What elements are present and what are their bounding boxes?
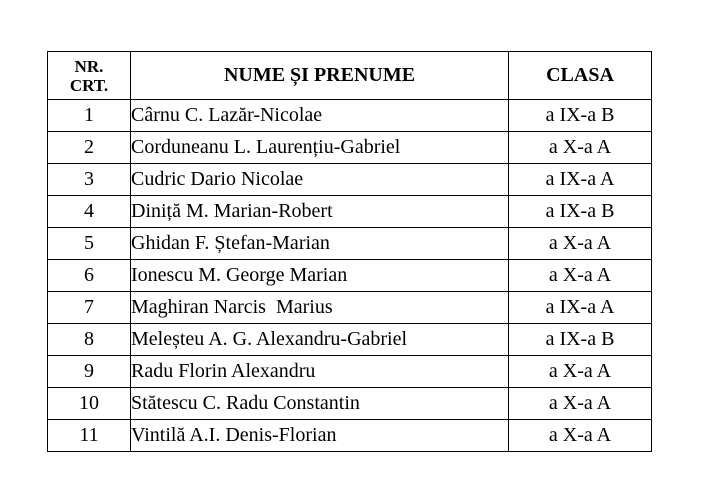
- row-number: 10: [48, 388, 131, 420]
- student-class: a IX-a B: [509, 196, 652, 228]
- student-class: a X-a A: [509, 356, 652, 388]
- student-name: Maghiran Narcis Marius: [131, 292, 509, 324]
- student-class: a X-a A: [509, 420, 652, 452]
- table-row: [48, 132, 652, 164]
- header-name: NUME ȘI PRENUME: [131, 52, 509, 100]
- table-header: [48, 52, 652, 100]
- student-class: a IX-a A: [509, 292, 652, 324]
- student-class: a X-a A: [509, 260, 652, 292]
- row-number: 6: [48, 260, 131, 292]
- row-number: 2: [48, 132, 131, 164]
- table-row: [48, 420, 652, 452]
- header-row: [48, 52, 652, 100]
- student-name: Stătescu C. Radu Constantin: [131, 388, 509, 420]
- row-number: 4: [48, 196, 131, 228]
- student-name: Ghidan F. Ștefan-Marian: [131, 228, 509, 260]
- header-class: CLASA: [509, 52, 652, 100]
- student-name: Corduneanu L. Laurențiu-Gabriel: [131, 132, 509, 164]
- student-name: Ionescu M. George Marian: [131, 260, 509, 292]
- student-name: Cârnu C. Lazăr-Nicolae: [131, 100, 509, 132]
- table-row: [48, 324, 652, 356]
- row-number: 8: [48, 324, 131, 356]
- header-nr-line1: NR.: [74, 56, 104, 76]
- row-number: 5: [48, 228, 131, 260]
- student-name: Diniță M. Marian-Robert: [131, 196, 509, 228]
- row-number: 9: [48, 356, 131, 388]
- student-table: [47, 51, 652, 452]
- student-class: a IX-a B: [509, 324, 652, 356]
- row-number: 7: [48, 292, 131, 324]
- row-number: 1: [48, 100, 131, 132]
- table-row: [48, 164, 652, 196]
- table-row: [48, 388, 652, 420]
- student-class: a X-a A: [509, 132, 652, 164]
- header-nr-crt: [48, 52, 131, 100]
- header-nr-line2: CRT.: [69, 75, 109, 95]
- table-row: [48, 292, 652, 324]
- student-class: a IX-a A: [509, 164, 652, 196]
- table-row: [48, 356, 652, 388]
- student-name: Meleșteu A. G. Alexandru-Gabriel: [131, 324, 509, 356]
- row-number: 3: [48, 164, 131, 196]
- student-class: a X-a A: [509, 228, 652, 260]
- table-row: [48, 260, 652, 292]
- table-row: [48, 196, 652, 228]
- table-row: [48, 228, 652, 260]
- student-name: Cudric Dario Nicolae: [131, 164, 509, 196]
- table-body: [48, 100, 652, 452]
- student-class: a X-a A: [509, 388, 652, 420]
- row-number: 11: [48, 420, 131, 452]
- student-class: a IX-a B: [509, 100, 652, 132]
- student-name: Radu Florin Alexandru: [131, 356, 509, 388]
- table-row: [48, 100, 652, 132]
- student-name: Vintilă A.I. Denis-Florian: [131, 420, 509, 452]
